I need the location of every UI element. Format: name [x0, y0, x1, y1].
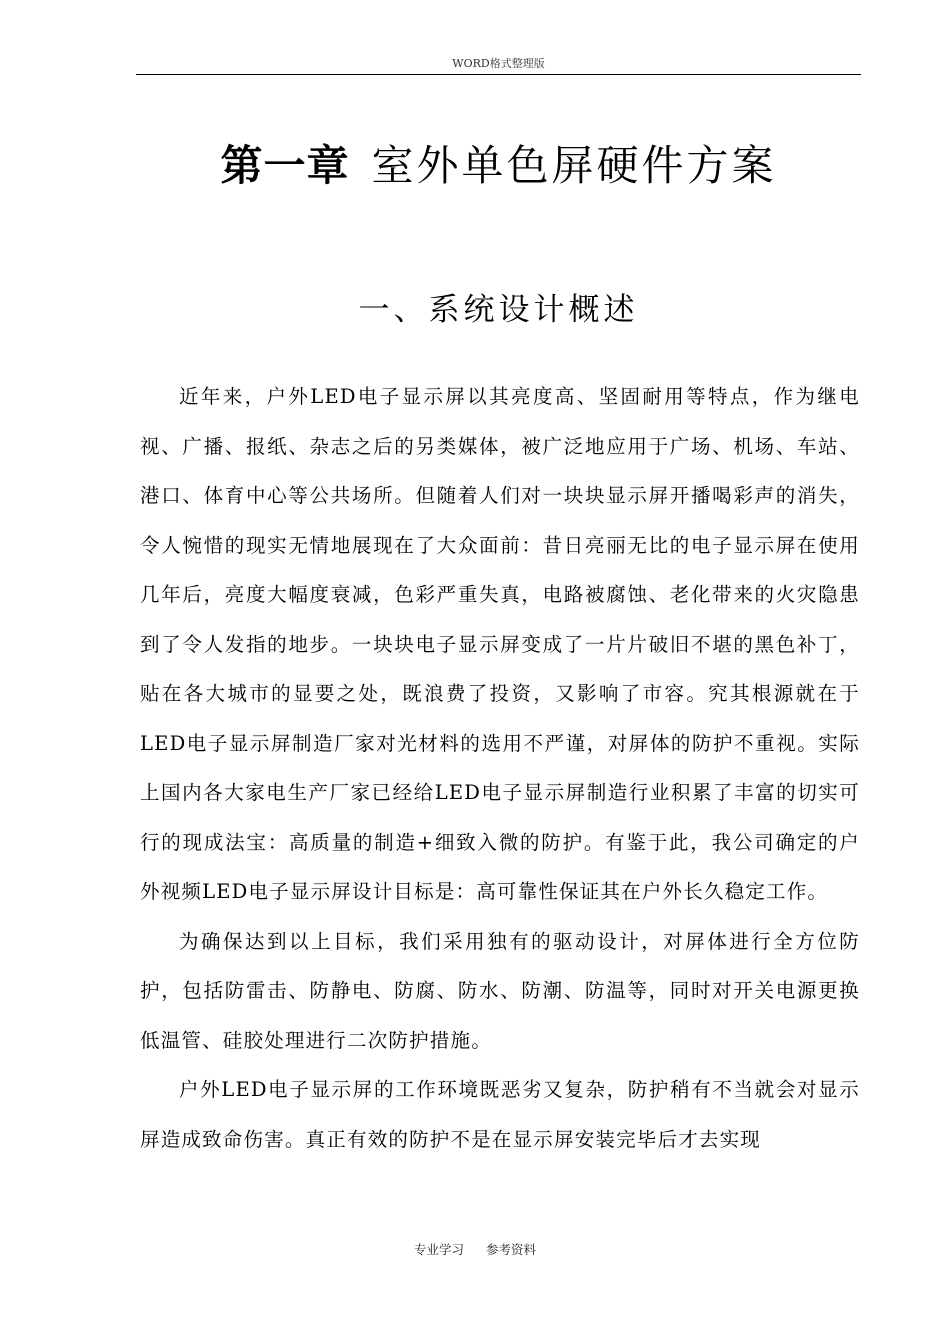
footer-right-text: 参考资料: [486, 1242, 537, 1257]
chapter-name: 室外单色屏硬件方案: [371, 141, 777, 190]
paragraph: 为确保达到以上目标，我们采用独有的驱动设计，对屏体进行全方位防护，包括防雷击、防静电、防腐、防水、防潮、防温等，同时对开关电源更换低温管、硅胶处理进行二次防护措施。: [140, 929, 860, 1052]
running-header: WORD格式整理版: [136, 56, 861, 75]
body-text: [140, 372, 860, 1164]
paragraph: 近年来，户外LED电子显示屏以其亮度高、坚固耐用等特点，作为继电视、广播、报纸、杂志之后的另类媒体，被广泛地应用于广场、机场、车站、港口、体育中心等公共场所。但随着人们对一块块显示屏开播喝彩声的消失，令人惋惜的现实无情地展现在了大众面前：昔日亮丽无比的电子显示屏在使用几年后，亮度大幅度衰减，色彩严重失真，电路被腐蚀、老化带来的火灾隐患到了令人发指的地步。一块块电子显示屏变成了一片片破旧不堪的黑色补丁，贴在各大城市的显要之处，既浪费了投资，又影响了市容。究其根源就在于LED电子显示屏制造厂家对光材料的选用不严谨，对屏体的防护不重视。实际上国内各大家电生产厂家已经给LED电子显示屏制造行业积累了丰富的切实可行的现成法宝：高质量的制造+细致入微的防护。有鉴于此，我公司确定的户外视频LED电子显示屏设计目标是：高可靠性保证其在户外长久稳定工作。: [140, 385, 860, 903]
chapter-number: 第一章: [220, 141, 350, 190]
footer-left-text: 专业学习: [413, 1242, 464, 1257]
chapter-title: [136, 140, 861, 192]
paragraph: 户外LED电子显示屏的工作环境既恶劣又复杂，防护稍有不当就会对显示屏造成致命伤害。真正有效的防护不是在显示屏安装完毕后才去实现: [140, 1078, 860, 1151]
page-footer: [0, 1240, 950, 1258]
section-title: 一、系统设计概述: [358, 292, 639, 328]
